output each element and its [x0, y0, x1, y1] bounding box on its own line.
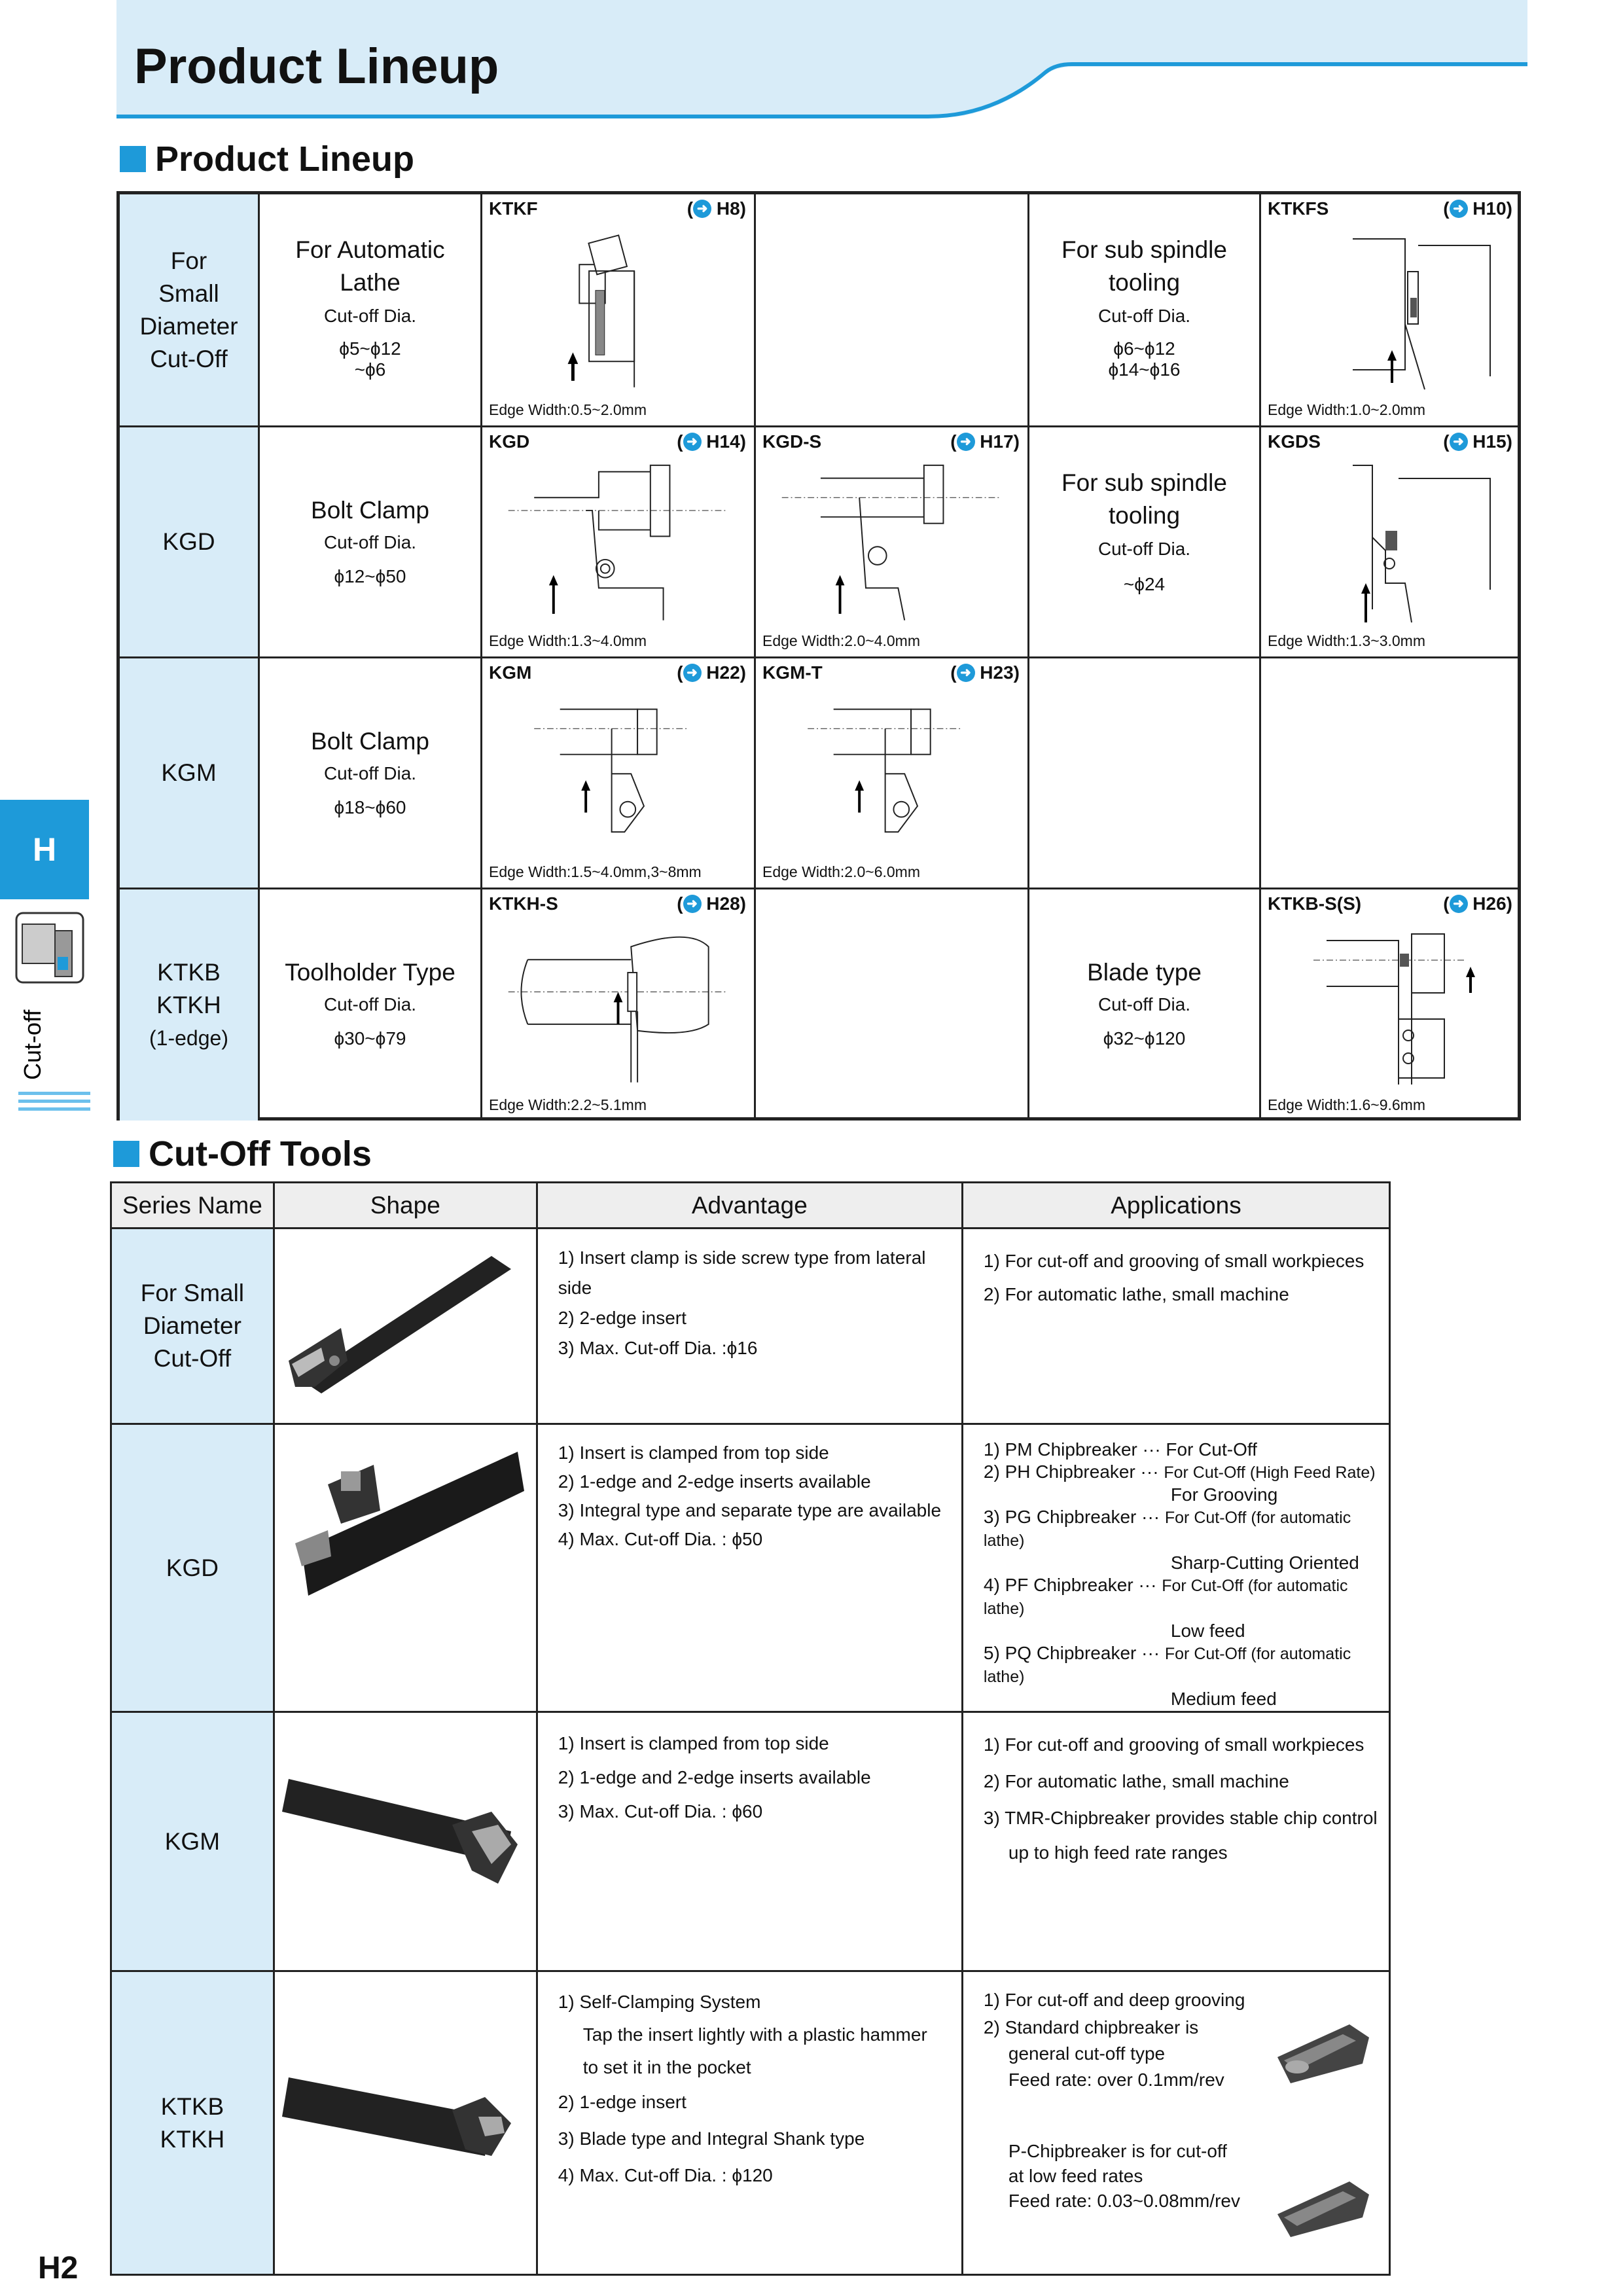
- series-name: KTKF: [489, 198, 538, 219]
- advantage-item: 3) Max. Cut-off Dia. : ϕ60: [558, 1801, 763, 1821]
- arrow-right-icon: ➜: [1450, 895, 1468, 913]
- application-item: 2) PH Chipbreaker ··· For Cut-Off (High Feed Rate) For Grooving: [983, 1462, 1376, 1505]
- tool-drawing: [495, 690, 741, 858]
- series-name: KTKFS: [1268, 198, 1329, 219]
- lineup-dia2: ~ϕ6: [354, 359, 386, 380]
- application-item: 3) PG Chipbreaker ··· For Cut-Off (for automatic lathe) Sharp-Cutting Oriented: [983, 1507, 1359, 1573]
- tool-drawing: [495, 459, 741, 627]
- application-item: 2) Standard chipbreaker is: [983, 2017, 1199, 2037]
- arrow-right-icon: ➜: [683, 664, 702, 682]
- advantage-item: 1) Insert clamp is side screw type from lateral side: [558, 1247, 926, 1298]
- application-item: 1) PM Chipbreaker ··· For Cut-Off: [983, 1439, 1257, 1460]
- lineup-dia: ~ϕ24: [1123, 574, 1166, 594]
- lineup-cell-empty: [756, 194, 1029, 425]
- arrow-right-icon: ➜: [683, 433, 702, 451]
- edge-width: Edge Width:1.5~4.0mm,3~8mm: [489, 863, 702, 880]
- section-tab[interactable]: H: [0, 800, 89, 899]
- advantage-item: 3) Max. Cut-off Dia. :ϕ16: [558, 1338, 758, 1358]
- lineup-dia: ϕ18~ϕ60: [334, 797, 406, 817]
- shape-cell: [274, 1229, 537, 1424]
- lineup-type-cell-blade: [1029, 889, 1261, 1121]
- lineup-group-line: (1-edge): [149, 1026, 228, 1050]
- edge-width: Edge Width:2.0~4.0mm: [762, 632, 920, 649]
- lineup-type: Bolt Clamp: [311, 497, 429, 524]
- arrow-right-icon: ➜: [693, 200, 711, 218]
- series-name: KTKB: [160, 2092, 224, 2120]
- tool-drawing: [1274, 459, 1507, 629]
- insert-photo: [1271, 2018, 1376, 2090]
- cut-off-icon: [14, 911, 85, 984]
- advantage-item: Tap the insert lightly with a plastic hammer: [582, 2024, 927, 2045]
- tool-photo: [276, 1426, 535, 1641]
- tool-photo: [276, 1230, 535, 1419]
- advantage-item: 1) Self-Clamping System: [558, 1992, 761, 2012]
- applications-cell: [962, 1971, 1389, 2275]
- application-item: Feed rate: over 0.1mm/rev: [1008, 2070, 1224, 2090]
- series-name: KGD: [111, 1424, 274, 1712]
- lineup-row-small-diameter: [120, 194, 1518, 425]
- tool-drawing: [495, 921, 741, 1089]
- lineup-dia: ϕ32~ϕ120: [1103, 1028, 1186, 1049]
- cutoff-tools-table: [110, 1181, 1391, 2276]
- edge-width: Edge Width:1.6~9.6mm: [1268, 1096, 1425, 1113]
- table-row: [111, 1424, 1390, 1712]
- column-header: Applications: [962, 1183, 1389, 1229]
- shape-cell: [274, 1971, 537, 2275]
- page-ref[interactable]: ( ➜ H28): [677, 893, 746, 914]
- lineup-dia: ϕ5~ϕ12: [339, 338, 401, 359]
- tool-drawing: [495, 226, 741, 394]
- lineup-row-kgm: [120, 656, 1518, 888]
- application-item: 1) For cut-off and deep grooving: [983, 1990, 1245, 2010]
- advantage-item: 2) 1-edge and 2-edge inserts available: [558, 1767, 871, 1787]
- section-square-icon: [113, 1141, 139, 1167]
- page-ref[interactable]: ( ➜ H17): [950, 431, 1020, 452]
- table-header-row: [111, 1183, 1390, 1229]
- page-ref[interactable]: ( ➜ H22): [677, 662, 746, 683]
- lineup-group-cell: [120, 889, 260, 1121]
- table-row: [111, 1712, 1390, 1971]
- lineup-type: Bolt Clamp: [311, 728, 429, 755]
- lineup-type: Blade type: [1087, 959, 1202, 986]
- series-name: KTKB-S(S): [1268, 893, 1362, 914]
- application-item: 3) TMR-Chipbreaker provides stable chip control: [983, 1808, 1378, 1828]
- lineup-cell-empty: [756, 889, 1029, 1121]
- application-item: 2) For automatic lathe, small machine: [983, 1284, 1289, 1304]
- series-name: KTKH-S: [489, 893, 558, 914]
- lineup-dia: ϕ6~ϕ12: [1113, 338, 1175, 359]
- advantage-item: 4) Max. Cut-off Dia. : ϕ50: [558, 1529, 763, 1549]
- arrow-right-icon: ➜: [683, 895, 702, 913]
- page-ref[interactable]: ( ➜ H10): [1443, 198, 1512, 219]
- table-row: [111, 1971, 1390, 2275]
- lineup-dia-label: Cut-off Dia.: [1097, 306, 1191, 326]
- lineup-group-line: KTKB: [157, 958, 221, 986]
- application-item: Feed rate: 0.03~0.08mm/rev: [1008, 2191, 1240, 2211]
- advantage-item: 2) 1-edge insert: [558, 2092, 687, 2112]
- svg-text:Cut-off: Cut-off: [19, 1009, 46, 1080]
- series-name: KGDS: [1268, 431, 1321, 452]
- page-ref[interactable]: ( ➜ H15): [1443, 431, 1512, 452]
- series-name: KGM-T: [762, 662, 823, 683]
- page-ref[interactable]: ( ➜ H14): [677, 431, 746, 452]
- side-decoration-lines: [18, 1092, 90, 1115]
- shape-cell: [274, 1424, 537, 1712]
- advantage-cell: [537, 1971, 962, 2275]
- lineup-dia: ϕ30~ϕ79: [334, 1028, 406, 1049]
- application-item: 5) PQ Chipbreaker ··· For Cut-Off (for automatic lathe) Medium feed: [983, 1643, 1351, 1709]
- page-ref[interactable]: ( ➜ H23): [950, 662, 1020, 683]
- arrow-right-icon: ➜: [1450, 200, 1468, 218]
- advantage-cell: [537, 1424, 962, 1712]
- series-name: KGM: [489, 662, 532, 683]
- column-header: Advantage: [537, 1183, 962, 1229]
- applications-cell: [962, 1424, 1389, 1712]
- page-title: Product Lineup: [134, 39, 499, 94]
- application-item: 1) For cut-off and grooving of small workpieces: [983, 1734, 1364, 1755]
- arrow-right-icon: ➜: [957, 433, 975, 451]
- lineup-type-cell: [260, 889, 482, 1121]
- application-item: 2) For automatic lathe, small machine: [983, 1771, 1289, 1791]
- shape-cell: [274, 1712, 537, 1971]
- lineup-cell-ktkfs: [1261, 194, 1520, 425]
- edge-width: Edge Width:1.3~4.0mm: [489, 632, 647, 649]
- column-header: Shape: [274, 1183, 537, 1229]
- advantage-item: 2) 2-edge insert: [558, 1308, 687, 1328]
- series-name: KGM: [111, 1712, 274, 1971]
- lineup-cell-empty: [1261, 658, 1520, 888]
- application-item: at low feed rates: [1008, 2166, 1143, 2186]
- edge-width: Edge Width:1.3~3.0mm: [1268, 632, 1425, 649]
- lineup-dia2: ϕ14~ϕ16: [1108, 359, 1181, 380]
- edge-width: Edge Width:0.5~2.0mm: [489, 401, 647, 418]
- lineup-type-cell-sub: [1029, 427, 1261, 656]
- series-name: For Small Diameter Cut-Off: [111, 1229, 274, 1424]
- lineup-cell-ktkf: [482, 194, 756, 425]
- lineup-type-cell: [260, 194, 482, 425]
- advantage-item: 1) Insert is clamped from top side: [558, 1443, 829, 1463]
- lineup-row-kgd: [120, 425, 1518, 656]
- lineup-type-cell: [260, 427, 482, 656]
- lineup-group: KGD: [120, 427, 260, 656]
- advantage-item: 3) Blade type and Integral Shank type: [558, 2128, 865, 2149]
- lineup-dia-label: Cut-off Dia.: [323, 306, 417, 326]
- advantage-cell: [537, 1229, 962, 1424]
- lineup-type: For Automatic Lathe: [295, 236, 445, 296]
- lineup-dia-label: Cut-off Dia.: [323, 532, 417, 552]
- lineup-type: For sub spindle tooling: [1061, 469, 1227, 529]
- applications-cell: [962, 1229, 1389, 1424]
- tool-photo: [276, 1973, 535, 2270]
- page-number: H2: [38, 2251, 79, 2286]
- lineup-dia: ϕ12~ϕ50: [334, 566, 406, 586]
- page-ref[interactable]: ( ➜ H26): [1443, 893, 1512, 914]
- lineup-cell-ktkb-s: [1261, 889, 1520, 1121]
- lineup-cell-kgm-t: [756, 658, 1029, 888]
- lineup-row-ktkb: [120, 888, 1518, 1121]
- page-ref[interactable]: ( ➜ H8): [687, 198, 746, 219]
- section-title-cutoff: Cut-Off Tools: [113, 1134, 372, 1174]
- advantage-cell: [537, 1712, 962, 1971]
- application-item: 1) For cut-off and grooving of small workpieces: [983, 1251, 1364, 1271]
- series-name: KGD: [489, 431, 530, 452]
- arrow-right-icon: ➜: [1450, 433, 1468, 451]
- tool-drawing: [1274, 921, 1507, 1091]
- lineup-cell-kgds: [1261, 427, 1520, 656]
- lineup-group: For Small Diameter Cut-Off: [120, 194, 260, 425]
- product-lineup-table: [116, 191, 1521, 1121]
- arrow-right-icon: ➜: [957, 664, 975, 682]
- side-label: [13, 995, 52, 1086]
- column-header: Series Name: [111, 1183, 274, 1229]
- lineup-dia-label: Cut-off Dia.: [1097, 539, 1191, 559]
- lineup-cell-kgm: [482, 658, 756, 888]
- section-square-icon: [120, 146, 146, 172]
- advantage-item: to set it in the pocket: [582, 2057, 751, 2077]
- section-title-lineup: Product Lineup: [120, 139, 414, 179]
- lineup-type-cell-sub: [1029, 194, 1261, 425]
- advantage-item: 1) Insert is clamped from top side: [558, 1733, 829, 1753]
- edge-width: Edge Width:2.2~5.1mm: [489, 1096, 647, 1113]
- series-name-cell: [111, 1971, 274, 2275]
- advantage-item: 2) 1-edge and 2-edge inserts available: [558, 1471, 871, 1492]
- lineup-dia-label: Cut-off Dia.: [323, 763, 417, 783]
- tool-drawing: [1274, 226, 1507, 396]
- application-item: up to high feed rate ranges: [1008, 1842, 1228, 1863]
- advantage-item: 3) Integral type and separate type are available: [558, 1500, 942, 1520]
- lineup-group: KGM: [120, 658, 260, 888]
- applications-cell: [962, 1712, 1389, 1971]
- lineup-type-cell: [260, 658, 482, 888]
- tool-photo: [276, 1713, 535, 1966]
- series-name: KGD-S: [762, 431, 822, 452]
- lineup-type: For sub spindle tooling: [1061, 236, 1227, 296]
- insert-photo: [1271, 2168, 1376, 2240]
- lineup-group-line: KTKH: [156, 991, 221, 1018]
- lineup-cell-kgd: [482, 427, 756, 656]
- lineup-cell-ktkh-s: [482, 889, 756, 1121]
- advantage-item: 4) Max. Cut-off Dia. : ϕ120: [558, 2165, 773, 2185]
- table-row: [111, 1229, 1390, 1424]
- lineup-dia-label: Cut-off Dia.: [1097, 994, 1191, 1014]
- application-item: general cut-off type: [1008, 2043, 1166, 2064]
- series-name: KTKH: [160, 2125, 225, 2153]
- edge-width: Edge Width:2.0~6.0mm: [762, 863, 920, 880]
- lineup-dia-label: Cut-off Dia.: [323, 994, 417, 1014]
- application-item: P-Chipbreaker is for cut-off: [1008, 2141, 1227, 2161]
- lineup-cell-empty: [1029, 658, 1261, 888]
- tool-drawing: [769, 459, 1014, 627]
- lineup-cell-kgd-s: [756, 427, 1029, 656]
- tool-drawing: [769, 690, 1014, 858]
- application-item: 4) PF Chipbreaker ··· For Cut-Off (for automatic lathe) Low feed: [983, 1575, 1348, 1641]
- lineup-type: Toolholder Type: [285, 959, 455, 986]
- edge-width: Edge Width:1.0~2.0mm: [1268, 401, 1425, 418]
